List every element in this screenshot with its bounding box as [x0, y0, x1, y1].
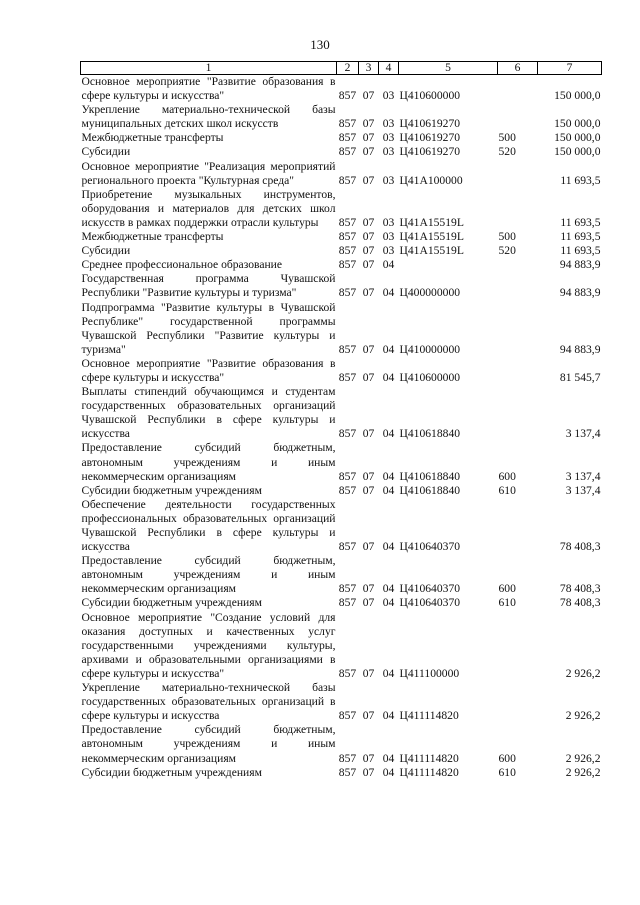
row-subsection-cell: 03: [382, 173, 395, 187]
row-subsection-cell: 04: [382, 709, 395, 723]
row-expense-type-cell: 610: [498, 483, 516, 497]
row-name-cell: Межбюджетные трансферты: [81, 131, 224, 145]
row-amount-cell: 150 000,0: [554, 117, 601, 131]
row-subsection-cell: 03: [382, 89, 395, 103]
table-row: [81, 484, 602, 498]
row-amount-cell: 2 926,2: [565, 666, 601, 680]
row-expense-type-cell: [498, 75, 538, 104]
table-row: [81, 244, 602, 258]
table-row: [81, 554, 602, 596]
row-target-article-cell: [399, 258, 498, 272]
table-row: [81, 596, 602, 610]
row-expense-type-cell: 500: [498, 230, 516, 244]
row-subsection-cell: 04: [382, 596, 395, 610]
row-expense-type-cell: 610: [498, 596, 516, 610]
row-target-article-cell: Ц410618840: [399, 483, 461, 497]
row-target-article-cell: Ц411100000: [399, 666, 460, 680]
row-admin-code-cell: 857: [338, 215, 357, 229]
row-amount-cell: 3 137,4: [565, 469, 601, 483]
row-target-article-cell: Ц410600000: [399, 370, 461, 384]
row-subsection-cell: 04: [382, 469, 395, 483]
row-admin-code-cell: 857: [338, 709, 357, 723]
row-subsection-cell: 04: [382, 666, 395, 680]
row-subsection-cell: 04: [382, 370, 395, 384]
row-subsection-cell: 04: [382, 765, 395, 779]
row-target-article-cell: Ц41А15519L: [399, 230, 464, 244]
row-section-cell: 07: [362, 131, 375, 145]
row-subsection-cell: 04: [382, 751, 395, 765]
row-name-cell: Межбюджетные трансферты: [81, 230, 224, 244]
row-expense-type-cell: [498, 611, 538, 681]
row-target-article-cell: Ц41А15519L: [399, 244, 464, 258]
row-expense-type-cell: [498, 301, 538, 357]
row-section-cell: 07: [362, 244, 375, 258]
row-target-article-cell: Ц410618840: [399, 427, 461, 441]
row-section-cell: 07: [362, 582, 375, 596]
row-subsection-cell: 03: [382, 145, 395, 159]
row-admin-code-cell: 857: [338, 596, 357, 610]
row-name-cell: Субсидии бюджетным учреждениям: [81, 596, 262, 610]
column-header-5: 5: [399, 62, 498, 75]
row-expense-type-cell: [498, 357, 538, 385]
row-target-article-cell: Ц410619270: [399, 145, 461, 159]
row-amount-cell: 11 693,5: [560, 215, 601, 229]
row-section-cell: 07: [362, 145, 375, 159]
row-section-cell: 07: [362, 751, 375, 765]
row-section-cell: 07: [362, 427, 375, 441]
table-row: [81, 103, 602, 131]
row-amount-cell: 81 545,7: [559, 370, 601, 384]
row-amount-cell: 78 408,3: [559, 540, 601, 554]
row-subsection-cell: 04: [382, 286, 395, 300]
row-admin-code-cell: 857: [338, 342, 357, 356]
row-admin-code-cell: 857: [338, 582, 357, 596]
row-expense-type-cell: 600: [498, 582, 516, 596]
row-amount-cell: 2 926,2: [565, 765, 601, 779]
row-admin-code-cell: 857: [338, 244, 357, 258]
row-name-cell: Государственная программа Чувашской Республики "Развитие культуры и туризма": [81, 272, 336, 300]
row-name-cell: Субсидии: [81, 244, 131, 258]
row-target-article-cell: Ц410600000: [399, 89, 461, 103]
row-expense-type-cell: 600: [498, 751, 516, 765]
column-header-2: 2: [337, 62, 359, 75]
table-row: [81, 766, 602, 780]
row-amount-cell: 94 883,9: [559, 258, 601, 272]
row-subsection-cell: 03: [382, 244, 395, 258]
row-target-article-cell: Ц410640370: [399, 582, 461, 596]
row-section-cell: 07: [362, 117, 375, 131]
table-row: [81, 723, 602, 765]
row-name-cell: Основное мероприятие "Развитие образования в сфере культуры и искусства": [81, 356, 336, 384]
row-name-cell: Основное мероприятие "Создание условий для оказания доступных и качественных услуг государственными учреждениями культуры, архивами и образовательными организациями в сфере культуры и искусства": [81, 610, 336, 680]
row-subsection-cell: 03: [382, 117, 395, 131]
row-target-article-cell: Ц410619270: [399, 117, 461, 131]
row-target-article-cell: Ц410619270: [399, 131, 461, 145]
row-name-cell: Выплаты стипендий обучающимся и студентам государственных образовательных организаций Чувашской Республики в сфере культуры и искусства: [81, 385, 336, 441]
row-admin-code-cell: 857: [338, 483, 357, 497]
row-amount-cell: 94 883,9: [559, 286, 601, 300]
row-name-cell: Предоставление субсидий бюджетным, автономным учреждениям и иным некоммерческим организациям: [81, 554, 336, 596]
row-amount-cell: 94 883,9: [559, 342, 601, 356]
row-admin-code-cell: 857: [338, 173, 357, 187]
row-admin-code-cell: 857: [338, 145, 357, 159]
row-subsection-cell: 04: [382, 258, 395, 272]
row-admin-code-cell: 857: [338, 286, 357, 300]
table-row: [81, 498, 602, 554]
row-subsection-cell: 04: [382, 342, 395, 356]
row-expense-type-cell: 600: [498, 469, 516, 483]
row-admin-code-cell: 857: [338, 469, 357, 483]
row-expense-type-cell: [498, 272, 538, 300]
row-name-cell: Основное мероприятие "Развитие образования в сфере культуры и искусства": [81, 75, 336, 103]
row-section-cell: 07: [362, 89, 375, 103]
row-admin-code-cell: 857: [338, 751, 357, 765]
row-section-cell: 07: [362, 173, 375, 187]
row-target-article-cell: Ц411114820: [399, 709, 459, 723]
row-section-cell: 07: [362, 230, 375, 244]
row-amount-cell: 150 000,0: [554, 145, 601, 159]
table-row: [81, 357, 602, 385]
row-subsection-cell: 04: [382, 582, 395, 596]
row-target-article-cell: Ц410640370: [399, 596, 461, 610]
row-amount-cell: 11 693,5: [560, 230, 601, 244]
row-admin-code-cell: 857: [338, 89, 357, 103]
row-subsection-cell: 03: [382, 131, 395, 145]
row-expense-type-cell: 500: [498, 131, 516, 145]
row-section-cell: 07: [362, 666, 375, 680]
row-section-cell: 07: [362, 258, 375, 272]
table-row: [81, 131, 602, 145]
row-name-cell: Предоставление субсидий бюджетным, автономным учреждениям и иным некоммерческим организациям: [81, 441, 336, 483]
row-section-cell: 07: [362, 483, 375, 497]
table-row: [81, 272, 602, 300]
row-amount-cell: 3 137,4: [565, 427, 601, 441]
row-name-cell: Приобретение музыкальных инструментов, оборудования и материалов для детских школ искусств в рамках поддержки отрасли культуры: [81, 187, 336, 229]
row-name-cell: Среднее профессиональное образование: [81, 258, 283, 272]
row-admin-code-cell: 857: [338, 117, 357, 131]
row-admin-code-cell: 857: [338, 765, 357, 779]
row-amount-cell: 150 000,0: [554, 89, 601, 103]
column-header-4: 4: [379, 62, 399, 75]
table-row: [81, 145, 602, 159]
row-admin-code-cell: 857: [338, 427, 357, 441]
column-header-3: 3: [359, 62, 379, 75]
row-amount-cell: 3 137,4: [565, 483, 601, 497]
row-admin-code-cell: 857: [338, 370, 357, 384]
row-expense-type-cell: [498, 258, 538, 272]
row-admin-code-cell: 857: [338, 666, 357, 680]
row-expense-type-cell: [498, 681, 538, 723]
table-row: [81, 301, 602, 357]
table-row: [81, 160, 602, 188]
budget-table: [80, 61, 602, 780]
row-amount-cell: 78 408,3: [559, 582, 601, 596]
table-row: [81, 75, 602, 104]
row-target-article-cell: Ц400000000: [399, 286, 461, 300]
row-admin-code-cell: 857: [338, 540, 357, 554]
row-target-article-cell: Ц410618840: [399, 469, 461, 483]
row-section-cell: 07: [362, 370, 375, 384]
row-expense-type-cell: [498, 160, 538, 188]
table-header-row: [81, 62, 602, 75]
table-body: [81, 75, 602, 780]
row-section-cell: 07: [362, 765, 375, 779]
row-target-article-cell: Ц410000000: [399, 342, 461, 356]
row-section-cell: 07: [362, 540, 375, 554]
table-row: [81, 385, 602, 441]
row-subsection-cell: 03: [382, 215, 395, 229]
row-amount-cell: 150 000,0: [554, 131, 601, 145]
row-subsection-cell: 04: [382, 540, 395, 554]
row-amount-cell: 2 926,2: [565, 751, 601, 765]
row-name-cell: Основное мероприятие "Реализация мероприятий регионального проекта "Культурная среда": [81, 159, 336, 187]
row-section-cell: 07: [362, 469, 375, 483]
table-row: [81, 681, 602, 723]
row-admin-code-cell: 857: [338, 230, 357, 244]
row-target-article-cell: Ц411114820: [399, 751, 459, 765]
column-header-6: 6: [498, 62, 538, 75]
row-name-cell: Обеспечение деятельности государственных профессиональных образовательных организаций Чувашской Республики в сфере культуры и искусства: [81, 497, 336, 554]
page-number: 130: [310, 37, 330, 52]
row-name-cell: Предоставление субсидий бюджетным, автономным учреждениям и иным некоммерческим организациям: [81, 723, 336, 765]
row-admin-code-cell: 857: [338, 131, 357, 145]
row-section-cell: 07: [362, 342, 375, 356]
row-expense-type-cell: 520: [498, 145, 516, 159]
row-amount-cell: 11 693,5: [560, 173, 601, 187]
row-expense-type-cell: [498, 103, 538, 131]
row-target-article-cell: Ц410640370: [399, 540, 461, 554]
row-name-cell: Субсидии бюджетным учреждениям: [81, 483, 262, 497]
row-section-cell: 07: [362, 286, 375, 300]
row-amount-cell: 2 926,2: [565, 709, 601, 723]
row-target-article-cell: Ц41А100000: [399, 173, 463, 187]
row-expense-type-cell: [498, 385, 538, 441]
table-row: [81, 611, 602, 681]
column-header-7: 7: [538, 62, 602, 75]
row-amount-cell: 78 408,3: [559, 596, 601, 610]
row-expense-type-cell: [498, 188, 538, 230]
row-subsection-cell: 03: [382, 230, 395, 244]
row-name-cell: Субсидии: [81, 145, 131, 159]
row-name-cell: Субсидии бюджетным учреждениям: [81, 765, 262, 779]
row-section-cell: 07: [362, 215, 375, 229]
row-section-cell: 07: [362, 709, 375, 723]
table-row: [81, 188, 602, 230]
row-subsection-cell: 04: [382, 483, 395, 497]
column-header-1: 1: [81, 62, 337, 75]
row-expense-type-cell: [498, 498, 538, 554]
row-amount-cell: 11 693,5: [560, 244, 601, 258]
row-section-cell: 07: [362, 596, 375, 610]
row-name-cell: Укрепление материально-технической базы государственных образовательных организаций в сфере культуры и искусства: [81, 681, 336, 723]
row-name-cell: Укрепление материально-технической базы муниципальных детских школ искусств: [81, 103, 336, 131]
table-row: [81, 441, 602, 483]
row-subsection-cell: 04: [382, 427, 395, 441]
row-expense-type-cell: 520: [498, 244, 516, 258]
row-target-article-cell: Ц41А15519L: [399, 215, 464, 229]
table-row: [81, 230, 602, 244]
row-target-article-cell: Ц411114820: [399, 765, 459, 779]
table-row: [81, 258, 602, 272]
row-expense-type-cell: 610: [498, 765, 516, 779]
row-admin-code-cell: 857: [338, 258, 357, 272]
row-name-cell: Подпрограмма "Развитие культуры в Чувашской Республике" государственной программы Чувашской Республики "Развитие культуры и туризма": [81, 300, 336, 356]
